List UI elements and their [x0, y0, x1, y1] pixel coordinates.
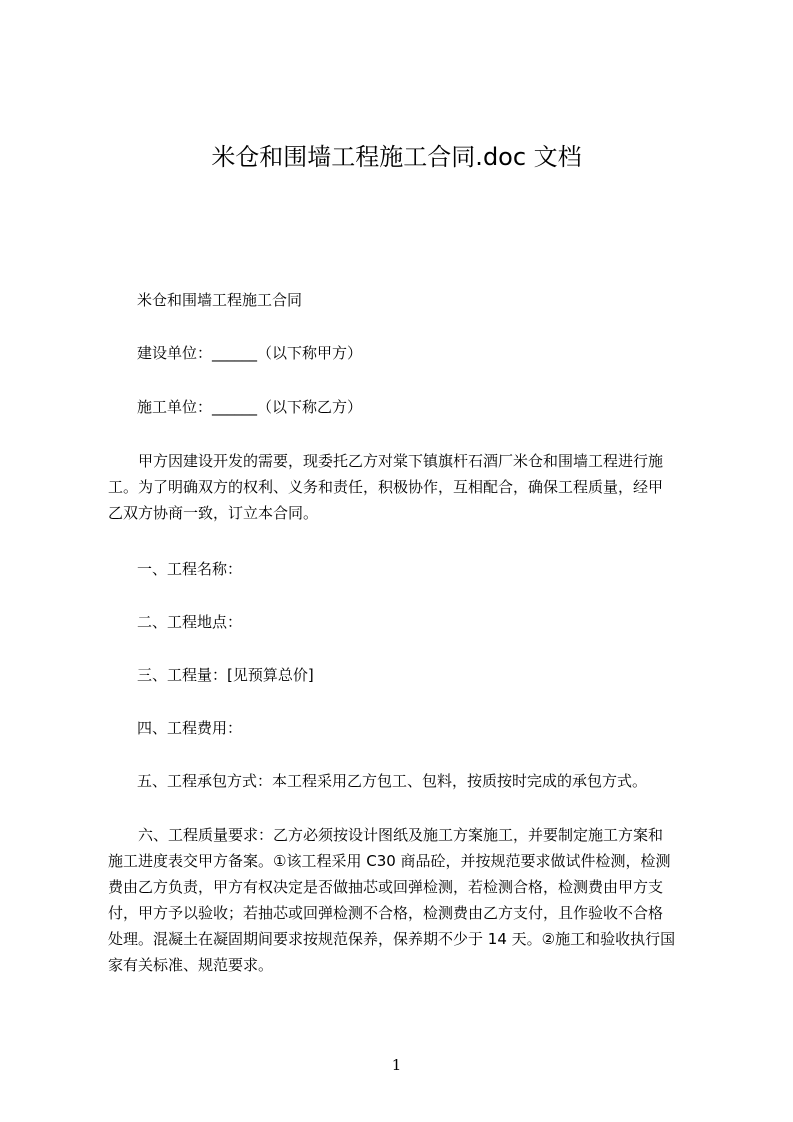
clause-project-location: 二、工程地点：: [137, 613, 243, 631]
intro-line: 甲方因建设开发的需要，现委托乙方对棠下镇旗杆石酒厂米仓和围墙工程进行施: [138, 452, 664, 470]
quality-line: 家有关标准、规范要求。: [108, 956, 274, 974]
quality-line: 六、工程质量要求：乙方必须按设计图纸及施工方案施工，并要制定施工方案和: [138, 826, 664, 844]
builder-line: 建设单位：______（以下称甲方）: [137, 344, 363, 362]
document-title: 米仓和围墙工程施工合同.doc 文档: [211, 143, 582, 171]
intro-line: 工。为了明确双方的权利、义务和责任，积极协作，互相配合，确保工程质量，经甲: [108, 478, 664, 496]
quality-line: 费由乙方负责，甲方有权决定是否做抽芯或回弹检测，若检测合格，检测费由甲方支: [108, 878, 664, 896]
clause-contract-method: 五、工程承包方式：本工程采用乙方包工、包料，按质按时完成的承包方式。: [137, 772, 648, 790]
clause-project-quantity: 三、工程量：[见预算总价]: [137, 666, 314, 684]
contract-name: 米仓和围墙工程施工合同: [137, 291, 303, 309]
clause-quality-requirements: [108, 822, 700, 978]
constructor-line: 施工单位：______（以下称乙方）: [137, 398, 363, 416]
intro-paragraph: [108, 448, 700, 526]
page-number: 1: [391, 1056, 402, 1074]
clause-project-name: 一、工程名称：: [137, 560, 243, 578]
quality-line: 施工进度表交甲方备案。①该工程采用 C30 商品砼，并按规范要求做试件检测，检测: [108, 852, 671, 870]
quality-line: 处理。混凝土在凝固期间要求按规范保养，保养期不少于 14 天。②施工和验收执行国: [108, 930, 676, 948]
quality-line: 付，甲方予以验收；若抽芯或回弹检测不合格，检测费由乙方支付，且作验收不合格: [108, 904, 664, 922]
intro-line: 乙双方协商一致，订立本合同。: [108, 504, 319, 522]
clause-project-cost: 四、工程费用：: [137, 719, 243, 737]
